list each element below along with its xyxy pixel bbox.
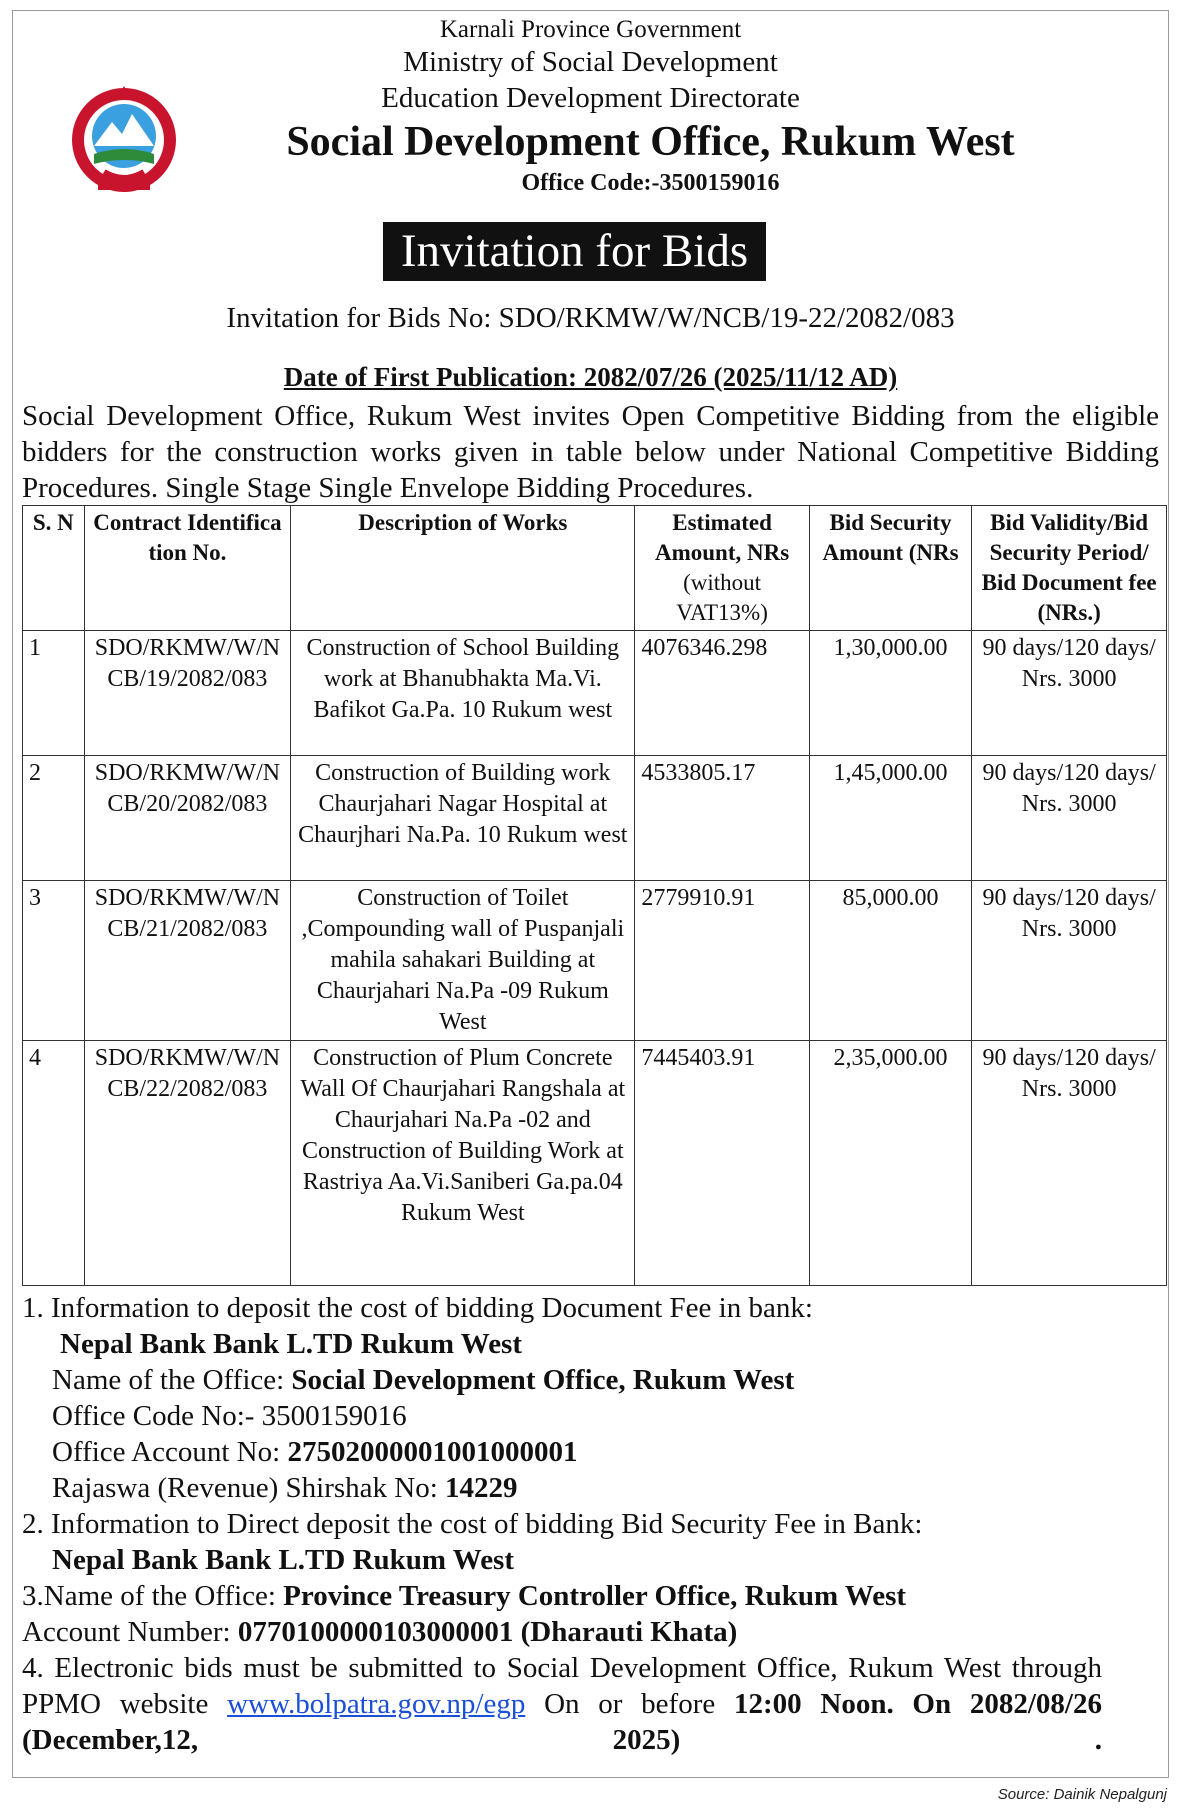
table-row [23, 1041, 1167, 1286]
cell-description: Construction of Building work Chaurjahari Nagar Hospital at Chaurjhari Na.Pa. 10 Rukum west [291, 756, 635, 881]
office-code: Office Code:-3500159016 [521, 170, 780, 196]
note-1-code: Office Code No:- 3500159016 [52, 1400, 407, 1432]
cell-sn: 3 [23, 881, 85, 1041]
note-2: 2. Information to Direct deposit the cost of bidding Bid Security Fee in Bank: [22, 1508, 923, 1540]
header-estimated [635, 506, 810, 631]
page-title: Invitation for Bids [383, 222, 766, 281]
cell-bid-security: 85,000.00 [809, 881, 971, 1041]
header-estimated-note: (without VAT13%) [676, 570, 768, 625]
table-row [23, 631, 1167, 756]
note-1-revenue-value: 14229 [445, 1472, 518, 1504]
note-4-deadline: 12:00 Noon. On 2082/08/26 (December,12, 2025) . [22, 1688, 1102, 1756]
cell-estimated: 7445403.91 [635, 1041, 810, 1286]
cell-estimated: 2779910.91 [635, 881, 810, 1041]
cell-sn: 2 [23, 756, 85, 881]
note-3-account [22, 1614, 1102, 1650]
note-1-office [22, 1362, 1102, 1398]
cell-validity: 90 days/120 days/ Nrs. 3000 [972, 1041, 1167, 1286]
note-3 [22, 1578, 1102, 1614]
cell-bid-security: 2,35,000.00 [809, 1041, 971, 1286]
header-validity: Bid Validity/Bid Security Period/ Bid Document fee (NRs.) [972, 506, 1167, 631]
table-header-row [23, 506, 1167, 631]
note-1-account [22, 1434, 1102, 1470]
directorate-name: Education Development Directorate [381, 82, 800, 114]
header-sn: S. N [23, 506, 85, 631]
header-estimated-label: Estimated Amount, NRs [654, 510, 790, 565]
cell-description: Construction of Plum Concrete Wall Of Chaurjahari Rangshala at Chaurjahari Na.Pa -02 and Construction of Building Work at Rastriya Aa.Vi.Saniberi Ga.pa.04 Rukum West [291, 1041, 635, 1286]
note-3-account-value: 0770100000103000001 (Dharauti Khata) [237, 1616, 738, 1648]
note-2-bank: Nepal Bank Bank L.TD Rukum West [52, 1544, 515, 1576]
cell-description: Construction of School Building work at Bhanubhakta Ma.Vi. Bafikot Ga.Pa. 10 Rukum west [291, 631, 635, 756]
cell-description: Construction of Toilet ,Compounding wall of Puspanjali mahila sahakari Building at Chaurjahari Na.Pa -09 Rukum West [291, 881, 635, 1041]
source-credit: Source: Dainik Nepalgunj [997, 1786, 1167, 1803]
ifb-number: Invitation for Bids No: SDO/RKMW/W/NCB/19-22/2082/083 [226, 302, 955, 334]
ministry-name: Ministry of Social Development [403, 46, 778, 78]
bids-table [22, 505, 1167, 1286]
note-4-mid: On or before [525, 1688, 734, 1720]
cell-contract-id: SDO/RKMW/W/NCB/22/2082/083 [84, 1041, 291, 1286]
cell-estimated: 4533805.17 [635, 756, 810, 881]
cell-bid-security: 1,30,000.00 [809, 631, 971, 756]
note-1-account-label: Office Account No: [52, 1436, 288, 1468]
header-contract-id: Contract Identification No. [84, 506, 291, 631]
ppmo-website-link[interactable]: www.bolpatra.gov.np/egp [227, 1688, 526, 1720]
intro-paragraph: Social Development Office, Rukum West invites Open Competitive Bidding from the eligible bidders for the construction works given in table below under National Competitive Bidding Procedures. Single Stage Single Envelope Bidding Procedures. [22, 400, 1159, 504]
office-name: Social Development Office, Rukum West [286, 119, 1015, 165]
note-1-bank: Nepal Bank Bank L.TD Rukum West [60, 1328, 523, 1360]
cell-validity: 90 days/120 days/ Nrs. 3000 [972, 756, 1167, 881]
cell-contract-id: SDO/RKMW/W/NCB/21/2082/083 [84, 881, 291, 1041]
cell-sn: 4 [23, 1041, 85, 1286]
note-1-account-value: 27502000001001000001 [287, 1436, 578, 1468]
cell-estimated: 4076346.298 [635, 631, 810, 756]
header-description: Description of Works [291, 506, 635, 631]
cell-bid-security: 1,45,000.00 [809, 756, 971, 881]
note-4-text: 4. Electronic bids must be submitted to Social Development Office, Rukum West through PPMO website [22, 1652, 1102, 1720]
note-1-office-label: Name of the Office: [52, 1364, 292, 1396]
cell-sn: 1 [23, 631, 85, 756]
note-3-label: 3.Name of the Office: [22, 1580, 284, 1612]
note-3-value: Province Treasury Controller Office, Rukum West [283, 1580, 907, 1612]
table-row [23, 881, 1167, 1041]
note-4 [22, 1650, 1102, 1758]
publication-date: Date of First Publication: 2082/07/26 (2025/11/12 AD) [283, 362, 898, 392]
notes-section [22, 1290, 1102, 1758]
government-name: Karnali Province Government [439, 16, 742, 43]
cell-contract-id: SDO/RKMW/W/NCB/19/2082/083 [84, 631, 291, 756]
cell-contract-id: SDO/RKMW/W/NCB/20/2082/083 [84, 756, 291, 881]
note-1-office-value: Social Development Office, Rukum West [291, 1364, 795, 1396]
header-bid-security: Bid Security Amount (NRs [809, 506, 971, 631]
note-1-revenue-label: Rajaswa (Revenue) Shirshak No: [52, 1472, 446, 1504]
cell-validity: 90 days/120 days/ Nrs. 3000 [972, 881, 1167, 1041]
cell-validity: 90 days/120 days/ Nrs. 3000 [972, 631, 1167, 756]
note-1: 1. Information to deposit the cost of bidding Document Fee in bank: [22, 1292, 813, 1324]
note-1-revenue [22, 1470, 1102, 1506]
note-3-account-label: Account Number: [22, 1616, 238, 1648]
table-row [23, 756, 1167, 881]
